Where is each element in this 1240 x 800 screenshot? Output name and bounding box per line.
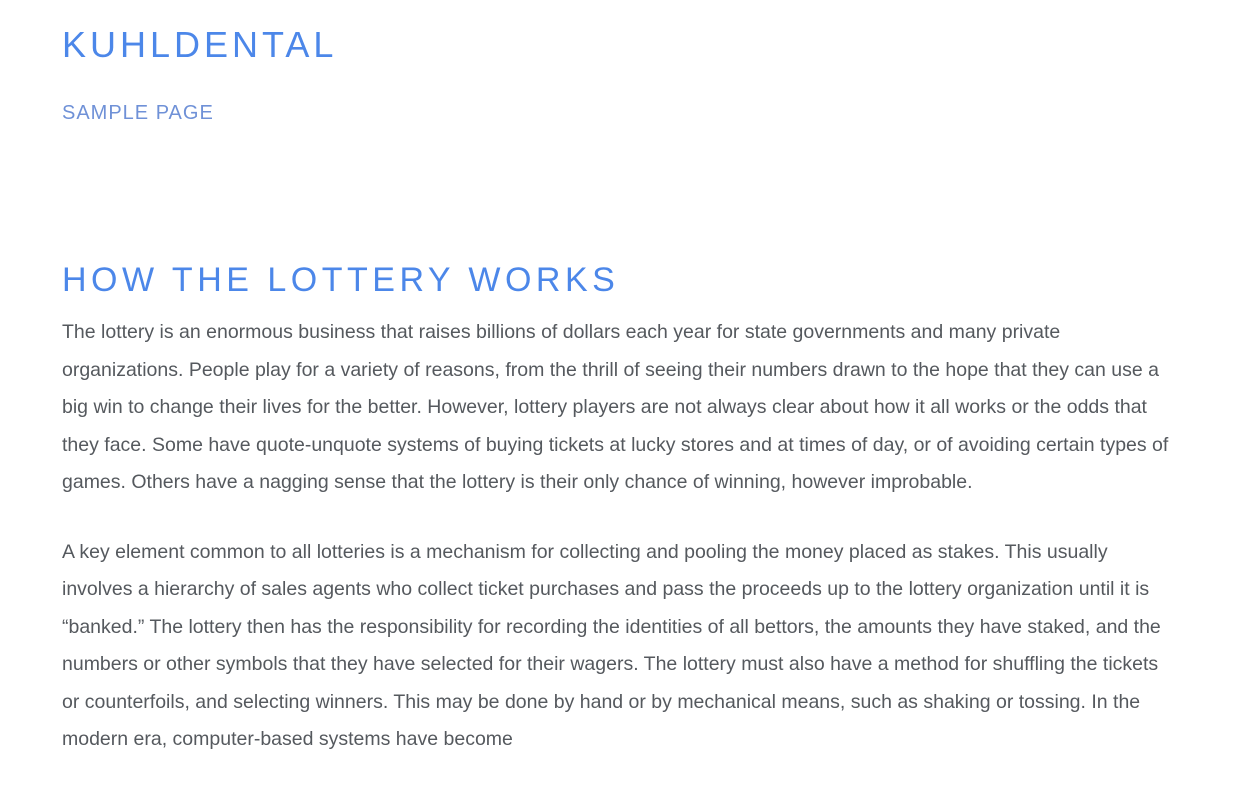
nav-item-sample-page[interactable]: SAMPLE PAGE — [62, 102, 214, 124]
main-content — [62, 260, 1178, 759]
site-title-link[interactable]: KUHLDENTAL — [62, 24, 338, 65]
site-header — [62, 24, 1178, 124]
article-paragraph-2: A key element common to all lotteries is a mechanism for collecting and pooling the money placed as stakes. This usually involves a hierarchy of sales agents who collect ticket purchases and pass the proceeds up to the lottery organization until it is “banked.” The lottery then has the responsibility for recording the identities of all bettors, the amounts they have staked, and the numbers or other symbols that they have selected for their wagers. The lottery must also have a method for shuffling the tickets or counterfoils, and selecting winners. This may be done by hand or by mechanical means, such as shaking or tossing. In the modern era, computer-based systems have become — [62, 540, 1161, 750]
article-title: HOW THE LOTTERY WORKS — [62, 261, 620, 299]
article — [62, 260, 1178, 759]
main-nav — [62, 102, 1178, 124]
article-paragraph-1: The lottery is an enormous business that raises billions of dollars each year for state governments and many private organizations. People play for a variety of reasons, from the thrill of seeing their numbers drawn to the hope that they can use a big win to change their lives for the better. However, lottery players are not always clear about how it all works or the odds that they face. Some have quote-unquote systems of buying tickets at lucky stores and at times of day, or of avoiding certain types of games. Others have a nagging sense that the lottery is their only chance of winning, however improbable. — [62, 321, 1169, 493]
article-body — [62, 314, 1178, 759]
